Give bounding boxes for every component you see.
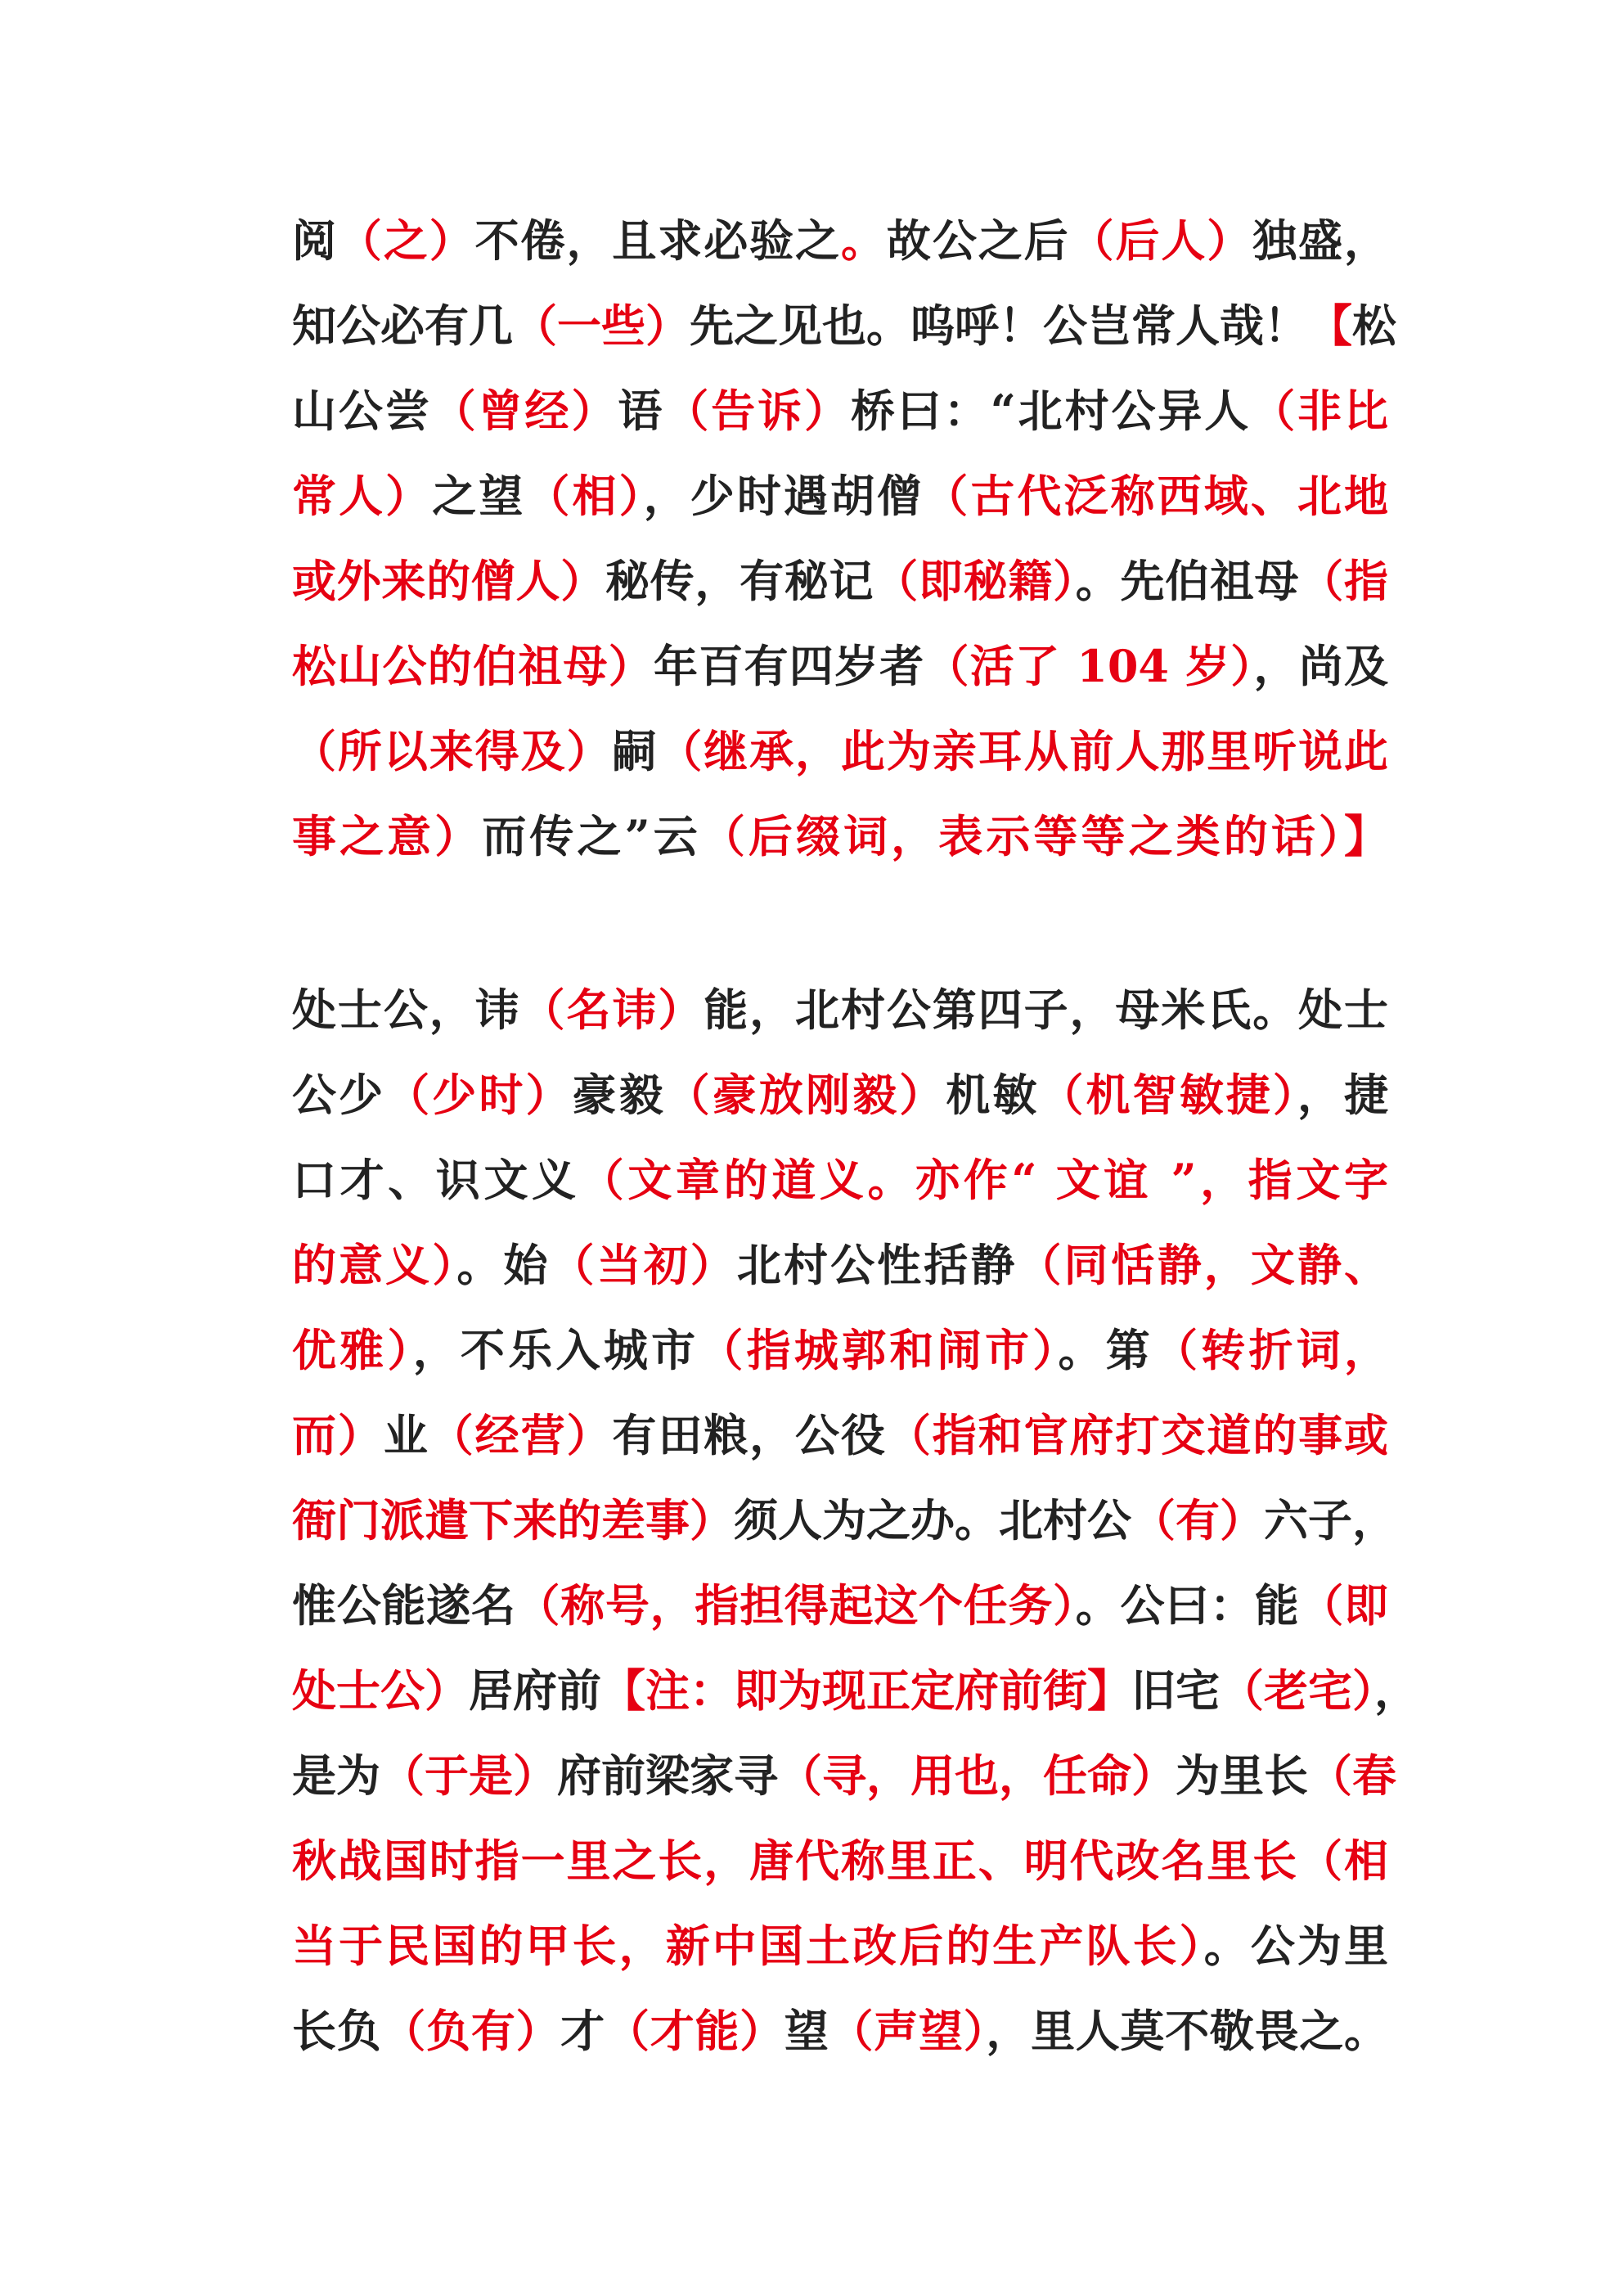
body-text: 语 — [618, 385, 665, 437]
body-text: 独盛， — [1252, 214, 1389, 267]
body-text: 。公曰：能 — [1075, 1579, 1300, 1632]
body-text: 须人为之办。北村公 — [734, 1494, 1131, 1546]
body-text: 六子， — [1264, 1494, 1396, 1546]
annotation-text: （寻，用也，任命） — [778, 1749, 1176, 1802]
body-text: 惟公能遂名 — [292, 1579, 516, 1632]
body-text: 嗣 — [612, 725, 659, 777]
text-line — [292, 1393, 1388, 1478]
annotation-text: 事之意） — [292, 810, 483, 862]
annotation-text: （即秘籍） — [874, 555, 1076, 607]
text-line — [292, 1563, 1388, 1648]
annotation-text: 常人） — [292, 470, 433, 522]
body-text: 才 — [560, 2005, 605, 2057]
body-text: 。公为里 — [1203, 1920, 1389, 1972]
text-line — [292, 1052, 1388, 1137]
annotation-text: （声望） — [829, 2005, 987, 2057]
annotation-text: （老宅） — [1220, 1664, 1374, 1717]
body-text: 府前梁家寻 — [557, 1749, 778, 1802]
annotation-text: （告诉） — [664, 385, 851, 437]
body-text: ，尚及 — [1253, 640, 1389, 692]
body-text: 望 — [784, 2005, 829, 2057]
body-text: 居府前 — [469, 1664, 601, 1717]
body-text: 是为 — [292, 1749, 380, 1802]
annotation-text: 处士公） — [292, 1664, 469, 1717]
annotation-text: （转折词， — [1153, 1324, 1389, 1376]
body-text: 秘传，有秘记 — [605, 555, 874, 607]
text-line — [292, 368, 1388, 453]
text-line — [292, 1733, 1396, 1818]
body-text: 业 — [383, 1409, 429, 1461]
annotation-text: 优雅） — [292, 1324, 413, 1376]
text-line — [292, 1648, 1418, 1733]
body-text: 年百有四岁者 — [653, 640, 925, 692]
body-text: 豪毅 — [572, 1069, 666, 1121]
body-text: 旧宅 — [1131, 1664, 1220, 1717]
body-text: 山公尝 — [292, 385, 432, 437]
annotation-text: 【 — [1308, 299, 1352, 352]
body-text: ，不乐入城市 — [412, 1324, 699, 1376]
body-text: ，少时遇胡僧 — [643, 470, 924, 522]
text-line — [292, 1222, 1388, 1308]
body-text: ， — [1374, 1664, 1418, 1717]
body-text: 而传之”云 — [482, 810, 701, 862]
body-text: 之望 — [432, 470, 526, 522]
annotation-text: （活了 104 岁） — [924, 640, 1254, 692]
body-text: 有田粮，公役 — [612, 1409, 887, 1461]
annotation-text: 【注：即为现正定府前街】 — [601, 1664, 1131, 1717]
text-line — [292, 1988, 1388, 2073]
text-line — [292, 1818, 1388, 1903]
annotation-text: （后人） — [1069, 214, 1253, 267]
annotation-text: 秋战国时指一里之长，唐代称里正、明代改名里长（相 — [292, 1835, 1388, 1887]
annotation-text: 衙门派遣下来的差事） — [292, 1494, 734, 1546]
text-line — [292, 967, 1388, 1052]
text-line — [292, 1137, 1388, 1222]
annotation-text: （于是） — [380, 1749, 557, 1802]
body-text: 不倦，且求必验之 — [474, 214, 841, 267]
body-text: 长负 — [292, 2005, 382, 2057]
annotation-text: （曾经） — [431, 385, 618, 437]
text-line — [292, 1478, 1396, 1563]
annotation-text: 的意义） — [292, 1239, 457, 1291]
body-text: 先之见也。呜呼！公岂常人哉！ — [690, 299, 1308, 352]
annotation-text: （负有） — [381, 2005, 561, 2057]
body-text: ，里人莫不敬畏之。 — [986, 2005, 1389, 2057]
body-text: ，捷 — [1297, 1069, 1389, 1121]
annotation-text: （豪放刚毅） — [665, 1069, 946, 1121]
body-text: 桥曰：“北村公异人 — [850, 385, 1252, 437]
body-text: 为里长 — [1176, 1749, 1308, 1802]
text-line — [292, 283, 1396, 368]
annotation-text: （春 — [1308, 1749, 1396, 1802]
annotation-text: （才能） — [605, 2005, 785, 2057]
annotation-text: （古代泛称西域、北地 — [924, 470, 1389, 522]
body-text: 口才、识文义 — [292, 1154, 580, 1206]
annotation-text: （指城郭和闹市） — [699, 1324, 1059, 1376]
annotation-text: （机智敏捷） — [1039, 1069, 1297, 1121]
annotation-text: 当于民国的甲长，新中国土改后的生产队长） — [292, 1920, 1204, 1972]
body-text: 机敏 — [946, 1069, 1040, 1121]
annotation-text: （继承，此为亲耳从前人那里听说此 — [658, 725, 1389, 777]
annotation-text: （少时） — [385, 1069, 573, 1121]
body-text: 故公之后 — [886, 214, 1070, 267]
annotation-text: （所以来得及） — [292, 725, 613, 777]
paragraph-1 — [292, 198, 1396, 879]
body-text: 处士公，讳 — [292, 984, 521, 1036]
annotation-text: （经营） — [429, 1409, 613, 1461]
annotation-text: （后缀词，表示等等之类的话）】 — [700, 810, 1389, 862]
annotation-text: （相） — [525, 470, 644, 522]
annotation-text: （有） — [1131, 1494, 1264, 1546]
body-text: 松 — [1352, 299, 1396, 352]
body-text: 北村公性括静 — [736, 1239, 1018, 1291]
body-text: 知公必有几 — [292, 299, 513, 352]
annotation-text: （一些） — [513, 299, 690, 352]
annotation-text: （即 — [1299, 1579, 1389, 1632]
annotation-text: （称号，指担得起这个任务） — [515, 1579, 1076, 1632]
text-line — [292, 198, 1388, 283]
annotation-text: 。 — [840, 214, 887, 267]
body-text: 。始 — [456, 1239, 551, 1291]
body-text: 。第 — [1058, 1324, 1153, 1376]
annotation-text: （名讳） — [520, 984, 704, 1036]
annotation-text: （非比 — [1251, 385, 1389, 437]
text-line — [292, 1308, 1388, 1393]
annotation-text: （指 — [1299, 555, 1389, 607]
annotation-text: （同恬静，文静、 — [1017, 1239, 1389, 1291]
annotation-text: （之） — [337, 214, 475, 267]
annotation-text: （文章的道义。亦作“ 文谊 ”，指文字 — [579, 1154, 1388, 1206]
annotation-text: 松山公的伯祖母） — [292, 640, 654, 692]
body-text: 。先伯祖母 — [1075, 555, 1300, 607]
text-line — [292, 624, 1388, 709]
body-text: 能，北村公第四子，母米氏。处士 — [704, 984, 1389, 1036]
annotation-text: 而） — [292, 1409, 384, 1461]
annotation-text: 或外来的僧人） — [292, 555, 605, 607]
annotation-text: （当初） — [550, 1239, 737, 1291]
annotation-text: （指和官府打交道的事或 — [886, 1409, 1389, 1461]
text-line — [292, 794, 1388, 879]
body-text: 公少 — [292, 1069, 386, 1121]
text-line — [292, 453, 1388, 538]
paragraph-2 — [292, 967, 1418, 2073]
text-line — [292, 538, 1388, 624]
text-line — [292, 1903, 1388, 1988]
body-text: 阅 — [292, 214, 338, 267]
text-line — [292, 709, 1388, 794]
